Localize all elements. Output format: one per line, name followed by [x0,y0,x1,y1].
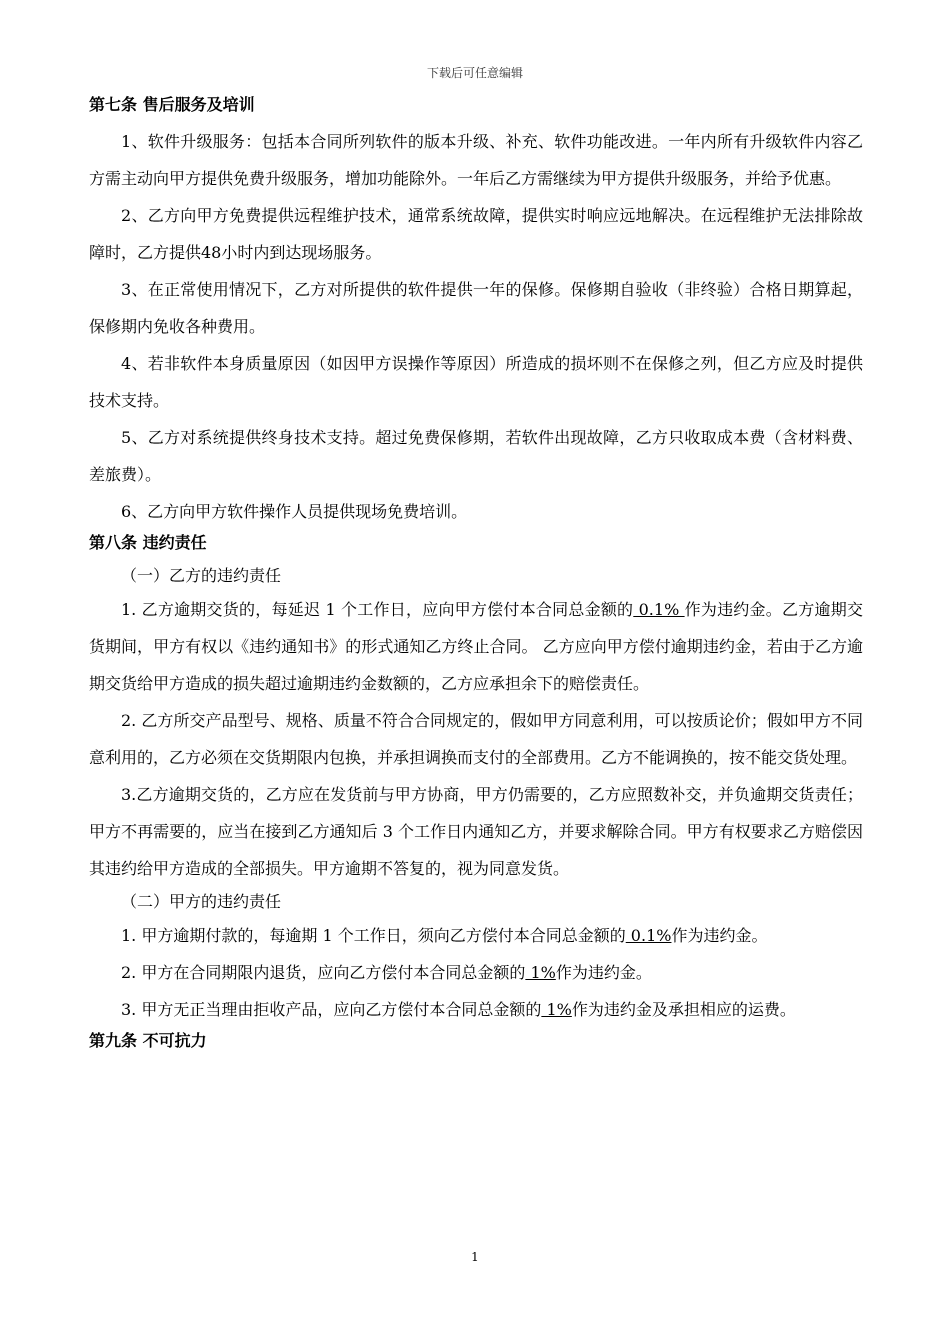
article-7-clause-4: 4、若非软件本身质量原因（如因甲方误操作等原因）所造成的损坏则不在保修之列，但乙方应及时提供技术支持。 [89,354,863,410]
article-7-clause-6: 6、乙方向甲方软件操作人员提供现场免费培训。 [121,502,468,521]
document-body [89,92,863,1059]
article-7-clause-5: 5、乙方对系统提供终身技术支持。超过免费保修期，若软件出现故障，乙方只收取成本费（含材料费、差旅费）。 [89,428,863,484]
party-b-liability-heading: （一）乙方的违约责任 [121,566,282,585]
article-8-title: 第八条 违约责任 [89,533,207,552]
article-7-clause-1: 1、软件升级服务：包括本合同所列软件的版本升级、补充、软件功能改进。一年内所有升级软件内容乙方需主动向甲方提供免费升级服务，增加功能除外。一年后乙方需继续为甲方提供升级服务，并给予优惠。 [89,132,863,188]
party-a-liability-heading: （二）甲方的违约责任 [121,892,282,911]
article-9-title: 第九条 不可抗力 [89,1031,207,1050]
page-header: 下载后可任意编辑 [426,66,523,80]
article-7-clause-2: 2、乙方向甲方免费提供远程维护技术，通常系统故障，提供实时响应远地解决。在远程维护无法排除故障时，乙方提供48小时内到达现场服务。 [89,206,863,262]
party-b-clause-3: 3.乙方逾期交货的，乙方应在发货前与甲方协商，甲方仍需要的，乙方应照数补交，并负逾期交货责任；甲方不再需要的，应当在接到乙方通知后 3 个工作日内通知乙方，并要求解除合同。甲方有权要求乙方赔偿因其违约给甲方造成的全部损失。甲方逾期不答复的，视为同意发货。 [89,785,863,878]
party-a-clause-2: 2. 甲方在合同期限内退货，应向乙方偿付本合同总金额的 1%作为违约金。 [121,963,652,982]
penalty-rate: 1% [525,963,556,982]
penalty-rate: 0.1% [625,926,672,945]
party-b-clause-1: 1. 乙方逾期交货的，每延迟 1 个工作日，应向甲方偿付本合同总金额的 0.1% 作为违约金。乙方逾期交货期间，甲方有权以《违约通知书》的形式通知乙方终止合同。 乙方应向甲方偿付逾期违约金，若由于乙方逾期交货给甲方造成的损失超过逾期违约金数额的，乙方应承担余下的赔偿责任。 [89,600,863,693]
penalty-rate: 1% [541,1000,572,1019]
article-7-clause-3: 3、在正常使用情况下，乙方对所提供的软件提供一年的保修。保修期自验收（非终验）合格日期算起，保修期内免收各种费用。 [89,280,863,336]
article-7-title: 第七条 售后服务及培训 [89,95,255,114]
penalty-rate: 0.1% [633,600,685,619]
party-a-clause-3: 3. 甲方无正当理由拒收产品，应向乙方偿付本合同总金额的 1%作为违约金及承担相应的运费。 [121,1000,796,1019]
party-a-clause-1: 1. 甲方逾期付款的，每逾期 1 个工作日，须向乙方偿付本合同总金额的 0.1%作为违约金。 [121,926,768,945]
party-b-clause-2: 2. 乙方所交产品型号、规格、质量不符合合同规定的，假如甲方同意利用，可以按质论价；假如甲方不同意利用的，乙方必须在交货期限内包换，并承担调换而支付的全部费用。乙方不能调换的，按不能交货处理。 [89,711,863,767]
page-number: 1 [471,1250,479,1264]
